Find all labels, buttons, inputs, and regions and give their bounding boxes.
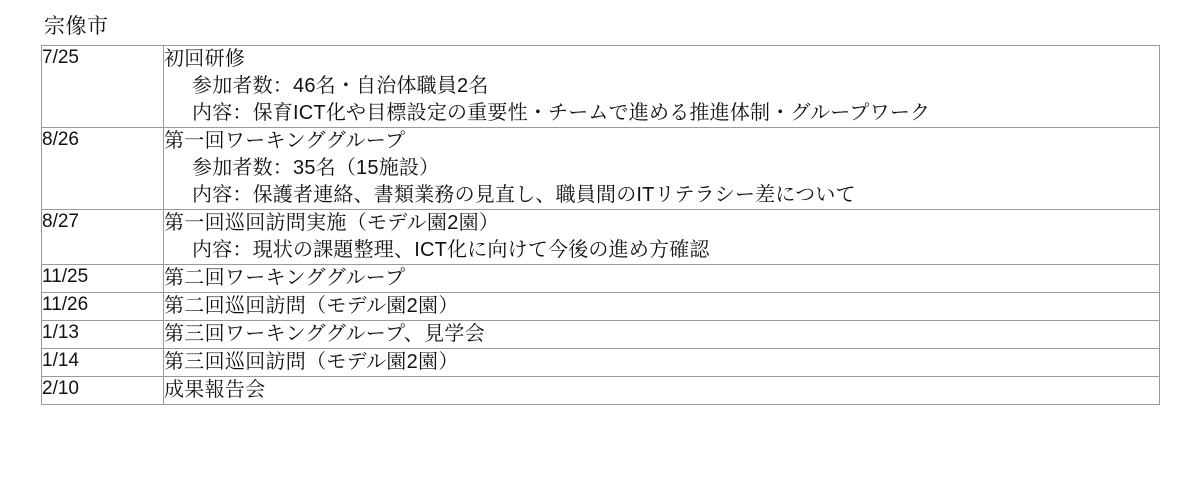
table-cell-content (164, 321, 1160, 349)
table-cell-date: 7/25 (42, 46, 164, 128)
row-heading: 第二回巡回訪問（モデル園2園） (164, 295, 459, 317)
table-row (42, 321, 1160, 349)
row-heading: 成果報告会 (164, 379, 266, 401)
table-row (42, 46, 1160, 128)
table-cell-content (164, 349, 1160, 377)
row-heading: 第三回ワーキンググループ、見学会 (164, 323, 485, 345)
row-heading: 第一回ワーキンググループ (164, 130, 406, 152)
table-cell-date: 2/10 (42, 377, 164, 405)
row-heading: 初回研修 (164, 48, 246, 70)
table-cell-content (164, 293, 1160, 321)
table-cell-date: 11/26 (42, 293, 164, 321)
table-cell-date: 11/25 (42, 265, 164, 293)
table-cell-content (164, 377, 1160, 405)
row-heading: 第三回巡回訪問（モデル園2園） (164, 351, 459, 373)
table-cell-date: 1/13 (42, 321, 164, 349)
table-row (42, 265, 1160, 293)
table-cell-content (164, 265, 1160, 293)
table-row (42, 210, 1160, 265)
table-row (42, 293, 1160, 321)
table-cell-content (164, 210, 1160, 265)
schedule-table (41, 45, 1160, 405)
table-row (42, 377, 1160, 405)
table-cell-date: 8/27 (42, 210, 164, 265)
row-detail: 内容：現状の課題整理、ICT化に向けて今後の進め方確認 (192, 239, 710, 261)
table-cell-date: 8/26 (42, 128, 164, 210)
row-detail: 参加者数：46名・自治体職員2名 (192, 75, 489, 97)
table-row (42, 128, 1160, 210)
table-cell-content (164, 46, 1160, 128)
table-cell-content (164, 128, 1160, 210)
row-detail: 参加者数：35名（15施設） (192, 157, 440, 179)
row-detail: 内容：保育ICT化や目標設定の重要性・チームで進める推進体制・グループワーク (192, 102, 931, 124)
page-title: 宗像市 (44, 15, 109, 38)
table-cell-date: 1/14 (42, 349, 164, 377)
table-row (42, 349, 1160, 377)
row-detail: 内容：保護者連絡、書類業務の見直し、職員間のITリテラシー差について (192, 184, 856, 206)
row-heading: 第一回巡回訪問実施（モデル園2園） (164, 212, 500, 234)
row-heading: 第二回ワーキンググループ (164, 267, 406, 289)
